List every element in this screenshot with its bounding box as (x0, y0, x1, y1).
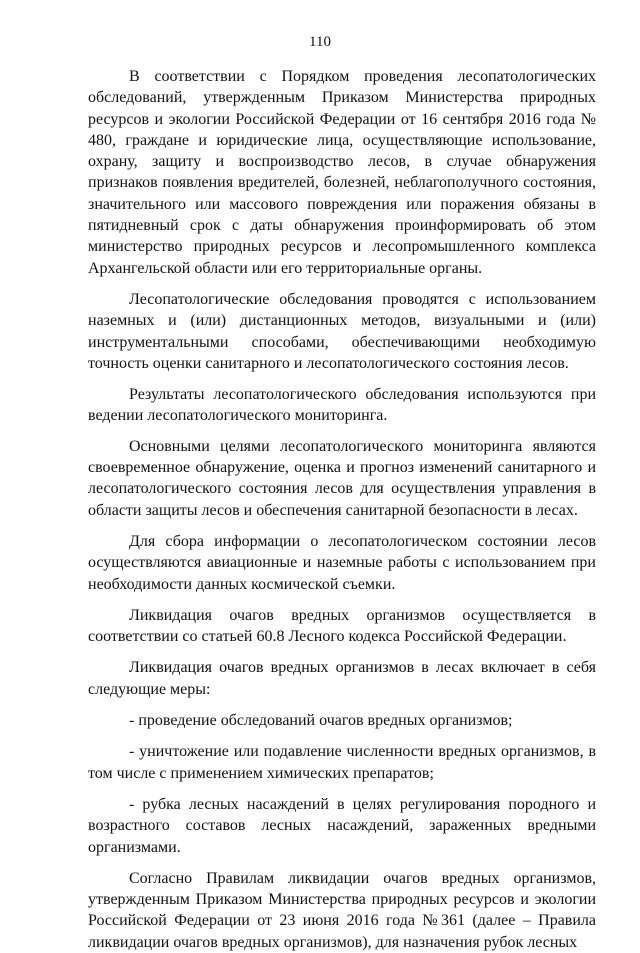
paragraph-pest-elimination-law: Ликвидация очагов вредных организмов осуществляется в соответствии со статьей 60.8 Лесного кодекса Российской Федерации. (88, 606, 596, 646)
paragraph-inspection-procedure: В соответствии с Порядком проведения лесопатологических обследований, утвержденным Приказом Министерства природных ресурсов и экологии Российской Федерации от 16 сентября 2016 года № 480, граждане и юридические лица, осуществляющие использование, охрану, защиту и воспроизводство лесов, в случае обнаружения признаков появления вредителей, болезней, неблагополучного состояния, значительного или массового повреждения или поражения обязаны в пятидневный срок с даты обнаружения проинформировать об этом министерство природных ресурсов и лесопромышленного комплекса Архангельской области или его территориальные органы. (88, 68, 596, 277)
list-item-population-control: - уничтожение или подавление численности вредных организмов, в том числе с применением химических препаратов; (88, 743, 596, 782)
document-body (88, 66, 596, 953)
paragraph-inspection-results: Результаты лесопатологического обследования используются при ведении лесопатологического мониторинга. (88, 386, 596, 425)
paragraph-elimination-measures-intro: Ликвидация очагов вредных организмов в лесах включает в себя следующие меры: (88, 659, 596, 698)
paragraph-elimination-rules: Согласно Правилам ликвидации очагов вредных организмов, утвержденным Приказом Министерства природных ресурсов и экологии Российской Федерации от 23 июня 2016 года №361 (далее – Правила ликвидации очагов вредных организмов), для назначения рубок лесных (88, 869, 596, 951)
paragraph-monitoring-goals: Основными целями лесопатологического мониторинга являются своевременное обнаружение, оценка и прогноз изменений санитарного и лесопатологического состояния лесов для осуществления управления в области защиты лесов и обеспечения санитарной безопасности в лесах. (88, 437, 596, 519)
list-item-inspections: - проведение обследований очагов вредных организмов; (129, 712, 513, 730)
list-item-logging: - рубка лесных насаждений в целях регулирования породного и возрастного составов лесных насаждений, зараженных вредными организмами. (88, 795, 596, 856)
paragraph-inspection-methods: Лесопатологические обследования проводятся с использованием наземных и (или) дистанционных методов, визуальными и (или) инструментальными способами, обеспечивающими необходимую точность оценки санитарного и лесопатологического состояния лесов. (88, 290, 596, 372)
paragraph-information-collection: Для сбора информации о лесопатологическом состоянии лесов осуществляются авиационные и наземные работы с использованием при необходимости данных космической съемки. (88, 532, 596, 593)
page-number: 110 (309, 34, 331, 50)
